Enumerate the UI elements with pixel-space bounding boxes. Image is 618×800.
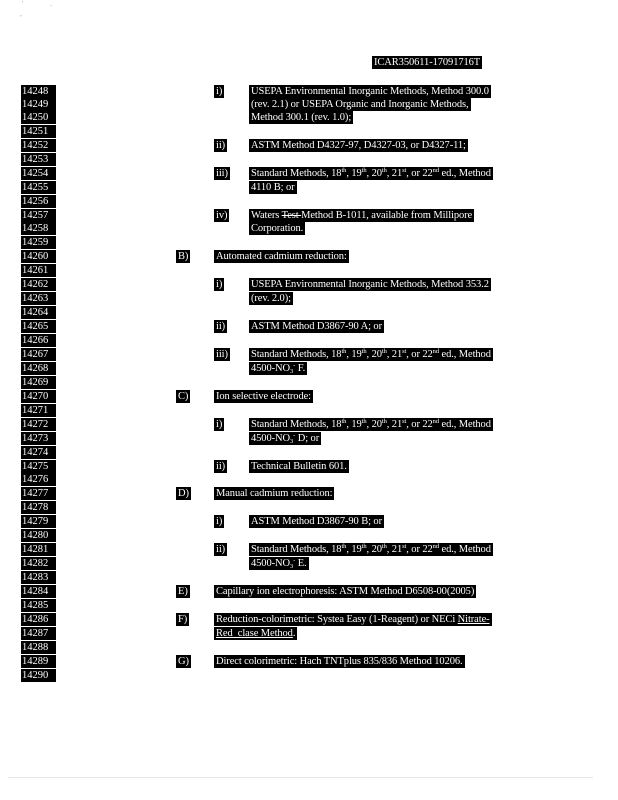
superscript: th [361,348,367,355]
document-id: ICAR350611-17091716T [374,57,481,68]
superscript: th [381,418,387,425]
line-number: 14269 [21,376,56,389]
line-number: 14260 [21,250,56,263]
subscript: 3 [289,368,294,375]
corner-mark: , [20,10,22,18]
text-part: , 20 [366,168,382,179]
section-label: G) [178,656,189,667]
item-label: ii) [216,461,226,472]
text-part: ed., Method [438,419,491,430]
section-title: Ion selective electrode: [216,391,311,402]
method-text-part: Waters [251,210,282,221]
item-label: ii) [216,544,226,555]
line-number: 14272 [21,418,56,431]
text-part: 4500-NO [251,558,290,569]
item-label: i) [216,86,223,97]
line-number: 14255 [21,181,56,194]
line-number: 14267 [21,348,56,361]
page-bottom-rule [8,777,593,778]
superscript: th [361,167,367,174]
section-label: B) [178,251,189,262]
item-label: i) [216,279,223,290]
nitrate-method-text [249,362,307,375]
method-text-part: Method B-1011, available from Millipore [301,210,473,221]
superscript: st [402,418,407,425]
superscript: - [293,557,296,564]
line-number: 14250 [21,111,56,124]
section-title: Manual cadmium reduction: [216,488,333,499]
superscript: th [341,543,347,550]
section-title-part: . [292,628,296,639]
text-part: E. [295,558,307,569]
line-number: 14290 [21,669,56,682]
text-part: , or 22 [406,168,433,179]
method-text: (rev. 2.1) or USEPA Organic and Inorganic Methods, [251,99,469,110]
method-link[interactable]: Nitrate- [457,614,490,625]
line-number: 14273 [21,432,56,445]
text-part: , 21 [386,544,403,555]
line-number: 14270 [21,390,56,403]
section-title: Automated cadmium reduction: [216,251,347,262]
nitrate-method-text [249,557,309,570]
line-number: 14251 [21,125,56,138]
text-part: Standard Methods, 18 [251,168,342,179]
section-label: C) [178,391,189,402]
line-number: 14277 [21,487,56,500]
text-part: , 21 [386,349,403,360]
line-number: 14280 [21,529,56,542]
item-label: iv) [216,210,228,221]
line-number: 14264 [21,306,56,319]
line-number: 14275 [21,460,56,473]
line-number: 14281 [21,543,56,556]
line-number: 14262 [21,278,56,291]
item-label: ii) [216,140,226,151]
item-label: i) [216,516,223,527]
line-number: 14249 [21,98,56,111]
superscript: th [361,543,367,550]
section-label: E) [178,586,188,597]
superscript: nd [432,418,439,425]
text-part: ed., Method [438,168,491,179]
item-label: i) [216,419,223,430]
line-number: 14259 [21,236,56,249]
line-number: 14254 [21,167,56,180]
text-part: , 19 [346,544,362,555]
superscript: - [293,362,296,369]
standard-methods-text [249,543,493,556]
section-title: Capillary ion electrophoresis: ASTM Method D6508-00(2005) [216,586,475,597]
superscript: - [293,432,296,439]
text-part: D; or [295,433,320,444]
line-number: 14287 [21,627,56,640]
text-part: F. [295,363,306,374]
line-number: 14271 [21,404,56,417]
method-text: Method 300.1 (rev. 1.0); [251,112,352,123]
method-text: (rev. 2.0); [251,293,291,304]
line-number: 14252 [21,139,56,152]
superscript: th [341,348,347,355]
section-title [214,627,297,640]
superscript: th [341,418,347,425]
standard-methods-text [249,167,493,180]
section-label: F) [178,614,188,625]
text-part: , 20 [366,544,382,555]
corner-mark: ' [22,0,24,8]
line-number: 14256 [21,195,56,208]
text-part: 4500-NO [251,433,290,444]
text-part: , 20 [366,349,382,360]
text-part: , 19 [346,419,362,430]
line-number: 14283 [21,571,56,584]
line-number: 14282 [21,557,56,570]
standard-methods-text [249,348,493,361]
struck-text: Test [281,210,302,221]
superscript: st [402,167,407,174]
method-text [249,209,474,222]
standard-methods-text [249,418,493,431]
item-label: iii) [216,349,228,360]
line-number: 14276 [21,473,56,486]
superscript: th [381,348,387,355]
line-number: 14278 [21,501,56,514]
text-part: , or 22 [406,349,433,360]
line-number: 14288 [21,641,56,654]
text-part: 4500-NO [251,363,290,374]
text-part: Standard Methods, 18 [251,419,342,430]
method-text: ASTM Method D3867-90 A; or [251,321,382,332]
line-number: 14268 [21,362,56,375]
text-part: , 21 [386,168,403,179]
superscript: st [402,543,407,550]
item-label: iii) [216,168,228,179]
line-number: 14261 [21,264,56,277]
subscript: 3 [289,563,294,570]
line-number: 14266 [21,334,56,347]
superscript: nd [432,348,439,355]
line-number: 14258 [21,222,56,235]
nitrate-method-text [249,432,321,445]
text-part: , 21 [386,419,403,430]
text-part: , 19 [346,168,362,179]
line-number: 14253 [21,153,56,166]
line-number: 14289 [21,655,56,668]
method-text: USEPA Environmental Inorganic Methods, Method 300.0 [251,86,489,97]
line-number: 14274 [21,446,56,459]
method-text: ASTM Method D3867-90 B; or [251,516,382,527]
superscript: th [361,418,367,425]
section-title: Direct colorimetric: Hach TNTplus 835/836 Method 10206. [216,656,463,667]
line-number: 14265 [21,320,56,333]
method-text: 4110 B; or [251,182,295,193]
section-title-part: Reduction-colorimetric: Systea Easy (1-Reagent) or NECi [216,614,458,625]
line-number: 14285 [21,599,56,612]
section-title [214,613,492,626]
line-number: 14248 [21,85,56,98]
method-text: Corporation. [251,223,304,234]
text-part: , or 22 [406,544,433,555]
method-text: ASTM Method D4327-97, D4327-03, or D4327-11; [251,140,466,151]
item-label: ii) [216,321,226,332]
superscript: th [341,167,347,174]
text-part: , or 22 [406,419,433,430]
superscript: nd [432,543,439,550]
line-number: 14257 [21,209,56,222]
text-part: ed., Method [438,349,491,360]
line-number: 14286 [21,613,56,626]
line-number: 14284 [21,585,56,598]
line-number: 14263 [21,292,56,305]
text-part: , 19 [346,349,362,360]
subscript: 3 [289,438,294,445]
superscript: st [402,348,407,355]
superscript: th [381,543,387,550]
section-label: D) [178,488,189,499]
superscript: th [381,167,387,174]
method-text: Technical Bulletin 601. [251,461,347,472]
text-part: Standard Methods, 18 [251,349,342,360]
text-part: , 20 [366,419,382,430]
method-text: USEPA Environmental Inorganic Methods, Method 353.2 [251,279,489,290]
text-part: Standard Methods, 18 [251,544,342,555]
text-part: ed., Method [438,544,491,555]
line-number: 14279 [21,515,56,528]
corner-mark: · [50,2,53,10]
superscript: nd [432,167,439,174]
method-link[interactable]: Red_clase Method [216,628,293,639]
